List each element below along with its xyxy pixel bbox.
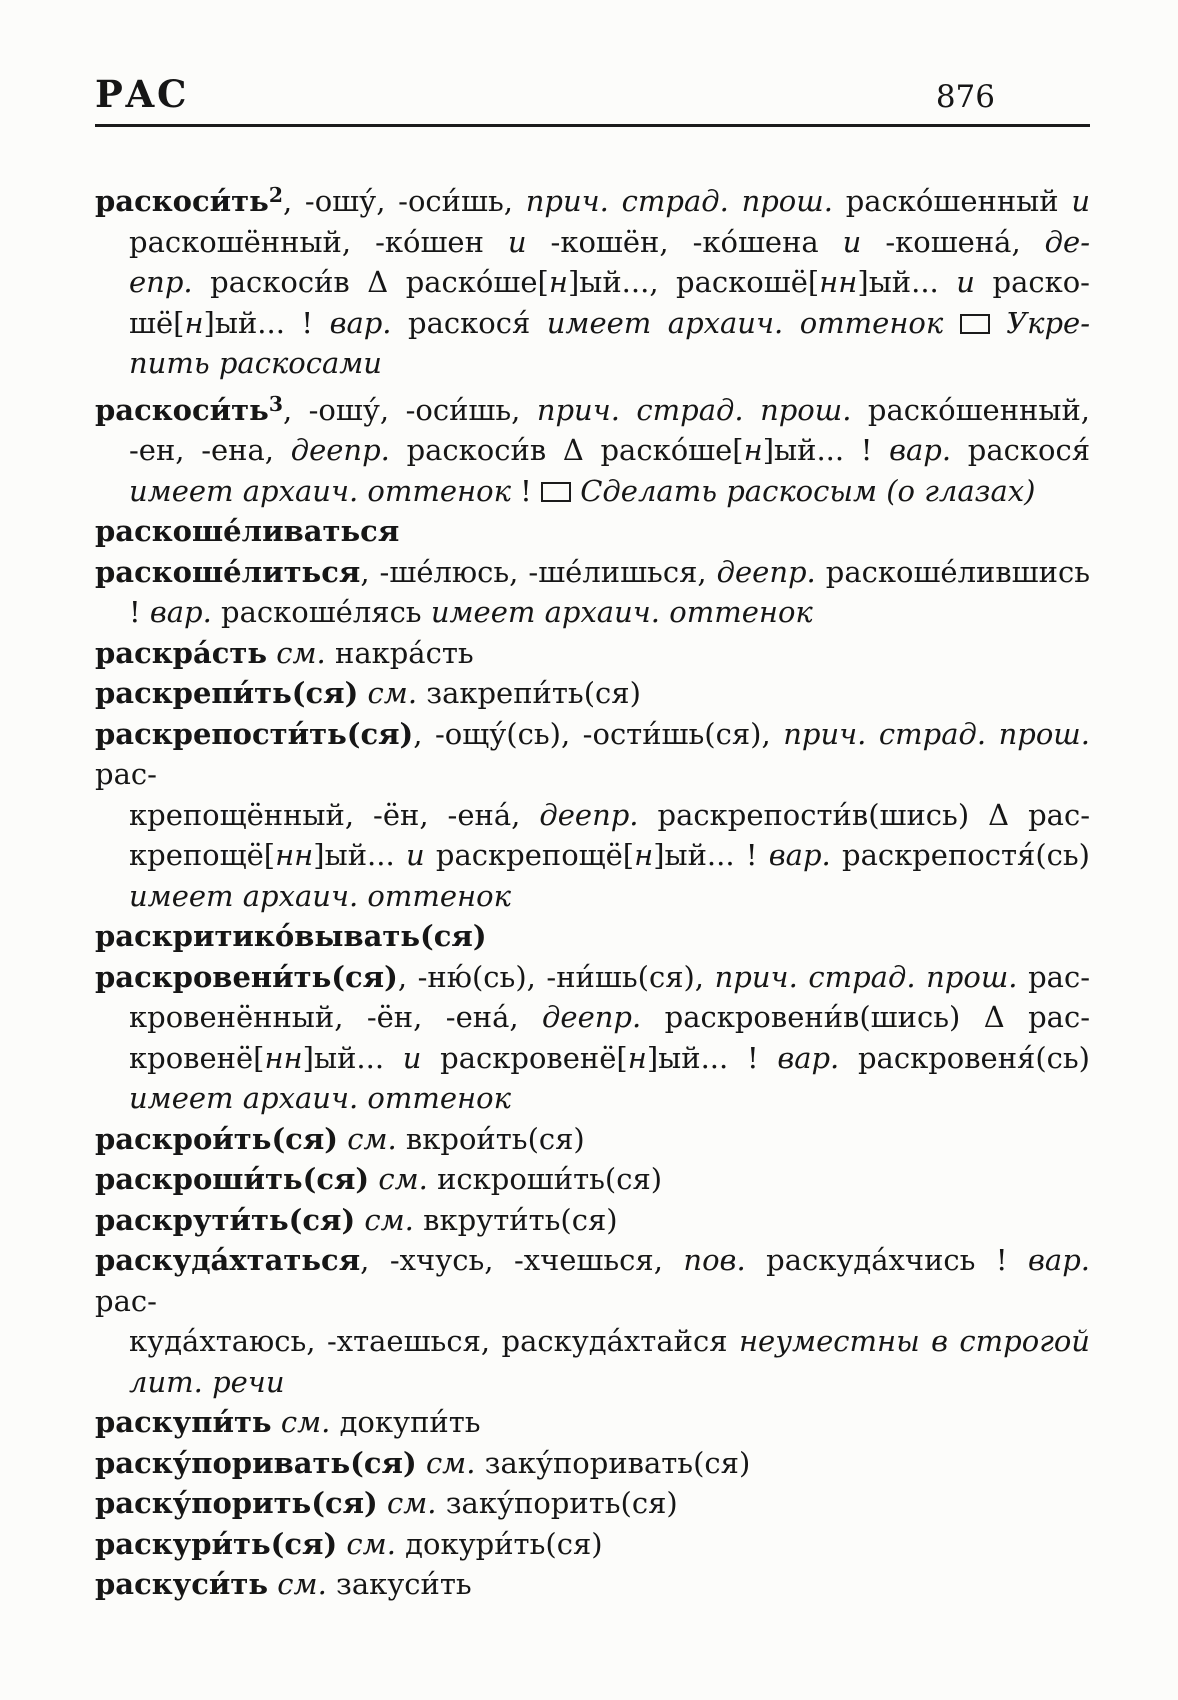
entry-text: рас- (1017, 959, 1091, 994)
grammar-label: неуместны в строгой (738, 1324, 1090, 1359)
grammar-label: имеет архаич. оттенок (129, 878, 511, 913)
grammar-label: см. (347, 1121, 397, 1156)
entry-text: ]ый... (302, 1040, 403, 1075)
entry-text: раскося́ (391, 305, 547, 340)
entry-text (268, 1567, 277, 1601)
entry-text: раскоси́в Δ раско́ше[ (192, 265, 549, 300)
headword: раску́поривать(ся) (95, 1445, 417, 1480)
entry-line (95, 876, 1090, 917)
grammar-label: н (634, 838, 654, 873)
entry-line (95, 1362, 1090, 1403)
grammar-label: вар. (1028, 1243, 1090, 1278)
grammar-label: см. (364, 1202, 414, 1237)
entry-text: ]ый... ! (762, 433, 890, 468)
entry-text: ! (510, 473, 542, 508)
headword: раскоше́ливаться (95, 514, 400, 549)
grammar-label: деепр. (542, 1000, 642, 1035)
entry-text: заку́порить(ся) (436, 1486, 678, 1521)
entry-line (95, 262, 1090, 303)
entry-line (95, 997, 1090, 1038)
entry-text: ]ый... (857, 265, 957, 300)
entry-text (990, 306, 1007, 340)
grammar-label: пов. (683, 1243, 746, 1278)
entry-text: раскрепостя́(сь) (830, 838, 1090, 873)
entry-text: раскровеня́(сь) (839, 1040, 1090, 1075)
grammar-label: де- (1044, 224, 1090, 259)
grammar-label: прич. страд. прош. (783, 716, 1090, 751)
entry-line (95, 303, 1090, 344)
entry-line (95, 957, 1090, 998)
grammar-label: деепр. (290, 433, 390, 468)
grammar-label: вар. (768, 838, 831, 873)
entry-text: вкрути́ть(ся) (413, 1202, 618, 1237)
entry-text (943, 306, 960, 340)
entry-text: куда́хтаюсь, -хтаешься, раскуда́хтайся (129, 1324, 739, 1359)
grammar-label: имеет архаич. оттенок (430, 595, 813, 630)
entry-text: раско- (974, 265, 1090, 300)
grammar-label: Укре- (1006, 305, 1091, 340)
entry-text: , -ошу́, -оси́шь, (282, 392, 537, 427)
headword: раскуда́хтаться (95, 1243, 361, 1278)
grammar-label: см. (276, 635, 326, 670)
header-rule (95, 124, 1090, 127)
entry-text: крепощённый, -ён, -ена́, (129, 797, 540, 832)
entry-text: раскося́ (951, 433, 1091, 468)
running-head: РАС (95, 72, 189, 116)
entry-text: , -ошу́, -оси́шь, (282, 184, 526, 219)
entry-text (267, 636, 276, 670)
entry-line (95, 592, 1090, 633)
page-number: 876 (935, 79, 995, 115)
entry-line (95, 1402, 1090, 1443)
entry-text (272, 1405, 281, 1439)
entry-line (95, 1321, 1090, 1362)
entry-text: шё[ (129, 305, 185, 340)
entry-line (95, 343, 1090, 384)
headword: раскупи́ть (95, 1405, 272, 1440)
entry-text: кровенё[ (129, 1040, 265, 1075)
grammar-label: прич. страд. прош. (525, 184, 833, 219)
entry-line (95, 673, 1090, 714)
entry-line (95, 1038, 1090, 1079)
entries-column (95, 175, 1090, 1605)
entry-text: ]ый... ! (653, 838, 769, 873)
grammar-label: имеет архаич. оттенок (546, 305, 944, 340)
entry-text: закуси́ть (326, 1567, 472, 1602)
entry-text: искроши́ть(ся) (427, 1162, 663, 1197)
entry-line (95, 916, 1090, 957)
homonym-number: 2 (268, 183, 283, 207)
entry-text: раскровенё[ (421, 1040, 628, 1075)
entry-line (95, 835, 1090, 876)
grammar-label: см. (378, 1162, 428, 1197)
entry-line (95, 1483, 1090, 1524)
headword: раскрути́ть(ся) (95, 1202, 356, 1237)
grammar-label: см. (367, 676, 418, 711)
entry-text (417, 1446, 426, 1480)
entry-text: раскуда́хчись ! (745, 1243, 1029, 1278)
entry-text: раскоше́лясь (211, 595, 431, 630)
entry-text: крепощё[ (129, 838, 276, 873)
headword: раскоси́ть (95, 184, 269, 219)
grammar-label: н (627, 1040, 647, 1075)
entry-text: , -ню́(сь), -ни́шь(ся), (397, 959, 715, 994)
grammar-label: вар. (889, 433, 952, 468)
grammar-label: епр. (129, 265, 193, 300)
entry-text (358, 676, 367, 710)
entry-line (95, 552, 1090, 593)
grammar-label: имеет архаич. оттенок (129, 1081, 511, 1116)
entry-text: ]ый... (313, 838, 406, 873)
grammar-label: и (405, 838, 425, 873)
headword: раскоси́ть (95, 392, 269, 427)
entry-line (95, 511, 1090, 552)
grammar-label: нн (264, 1040, 303, 1075)
entry-text: , -ощу́(сь), -ости́шь(ся), (413, 716, 784, 751)
definition-box-icon (541, 482, 571, 502)
grammar-label: прич. страд. прош. (536, 392, 852, 427)
entry-text: , -хчусь, -хчешься, (360, 1243, 684, 1278)
entry-text: -кошён, -ко́шена (526, 224, 843, 259)
headword: раскуси́ть (95, 1567, 269, 1602)
grammar-label: нн (275, 838, 314, 873)
entry-line (95, 222, 1090, 263)
entry-text: раскрепощё[ (424, 838, 635, 873)
entry-text: вкрои́ть(ся) (396, 1121, 585, 1156)
grammar-label: и (956, 265, 975, 300)
headword: раскрепости́ть(ся) (95, 716, 414, 751)
entry-line (95, 175, 1090, 222)
grammar-label: и (1071, 184, 1091, 219)
grammar-label: лит. речи (129, 1364, 285, 1399)
grammar-label: вар. (329, 305, 392, 340)
grammar-label: см. (425, 1445, 476, 1480)
entry-text: раскошённый, -ко́шен (129, 224, 508, 259)
entry-text: заку́поривать(ся) (475, 1445, 751, 1480)
entry-line (95, 1078, 1090, 1119)
entry-text: раскрепости́в(шись) Δ рас- (638, 797, 1090, 832)
headword: раскрои́ть(ся) (95, 1121, 338, 1156)
grammar-label: нн (819, 265, 858, 300)
entry-text: накра́сть (325, 635, 474, 670)
grammar-label: деепр. (539, 797, 639, 832)
entry-text: ! (129, 595, 150, 630)
entry-text: ]ый... ! (203, 305, 330, 340)
headword: раску́порить(ся) (95, 1486, 378, 1521)
entry-text (378, 1486, 387, 1520)
entry-line (95, 1240, 1090, 1321)
grammar-label: вар. (777, 1040, 840, 1075)
entry-text: -кошена́, (861, 224, 1045, 259)
entry-line (95, 1524, 1090, 1565)
entry-text (338, 1122, 347, 1156)
entry-text: , -ше́люсь, -ше́лишься, (360, 554, 717, 589)
grammar-label: см. (277, 1567, 327, 1602)
entry-text (369, 1162, 378, 1196)
grammar-label: н (184, 305, 204, 340)
entry-text: раскровени́в(шись) Δ рас- (641, 1000, 1091, 1035)
grammar-label: н (743, 433, 763, 468)
grammar-label: см. (386, 1486, 437, 1521)
entry-line (95, 1159, 1090, 1200)
entry-line (95, 1443, 1090, 1484)
entry-line (95, 430, 1090, 471)
entry-line (95, 1119, 1090, 1160)
entry-line (95, 471, 1090, 512)
entry-text: закрепи́ть(ся) (417, 676, 641, 711)
entry-text: ]ый... ! (646, 1040, 778, 1075)
entry-text (355, 1203, 364, 1237)
headword: раскритико́вывать(ся) (95, 919, 487, 954)
entry-line (95, 1200, 1090, 1241)
grammar-label: и (507, 224, 527, 259)
entry-text: кровенённый, -ён, -ена́, (129, 1000, 543, 1035)
grammar-label: Сделать раскосым (о глазах) (580, 473, 1036, 508)
grammar-label: см. (280, 1405, 331, 1440)
grammar-label: и (842, 224, 862, 259)
page-header (95, 72, 1090, 116)
headword: раскровени́ть(ся) (95, 959, 398, 994)
entry-text (571, 474, 580, 508)
homonym-number: 3 (268, 391, 283, 416)
entry-text: раско́шенный, (851, 392, 1090, 427)
entry-text: рас- (95, 757, 157, 792)
entry-line (95, 384, 1090, 431)
entry-line (95, 1564, 1090, 1605)
grammar-label: пить раскосами (129, 346, 382, 381)
entry-text: ]ый..., раскошё[ (567, 265, 820, 300)
headword: раскури́ть(ся) (95, 1526, 338, 1561)
headword: раскроши́ть(ся) (95, 1162, 370, 1197)
entry-text: раско́шенный (832, 184, 1072, 219)
grammar-label: прич. страд. прош. (714, 959, 1018, 994)
grammar-label: см. (346, 1526, 396, 1561)
grammar-label: и (402, 1040, 422, 1075)
definition-box-icon (960, 314, 990, 334)
entry-text: докури́ть(ся) (395, 1526, 603, 1561)
grammar-label: н (548, 265, 568, 300)
entry-line (95, 633, 1090, 674)
grammar-label: имеет архаич. оттенок (129, 473, 511, 508)
headword: раскрепи́ть(ся) (95, 676, 359, 711)
entry-text: -ен, -ена, (129, 433, 291, 468)
headword: раскоше́литься (95, 554, 361, 589)
entry-text: раскоси́в Δ раско́ше[ (389, 433, 744, 468)
entry-line (95, 714, 1090, 795)
entry-text: раскоше́лившись (815, 554, 1090, 589)
headword: раскра́сть (95, 635, 268, 670)
entry-text: докупи́ть (330, 1405, 481, 1440)
entry-text: рас- (95, 1283, 157, 1318)
entry-line (95, 795, 1090, 836)
grammar-label: деепр. (716, 554, 816, 589)
grammar-label: вар. (149, 595, 212, 630)
